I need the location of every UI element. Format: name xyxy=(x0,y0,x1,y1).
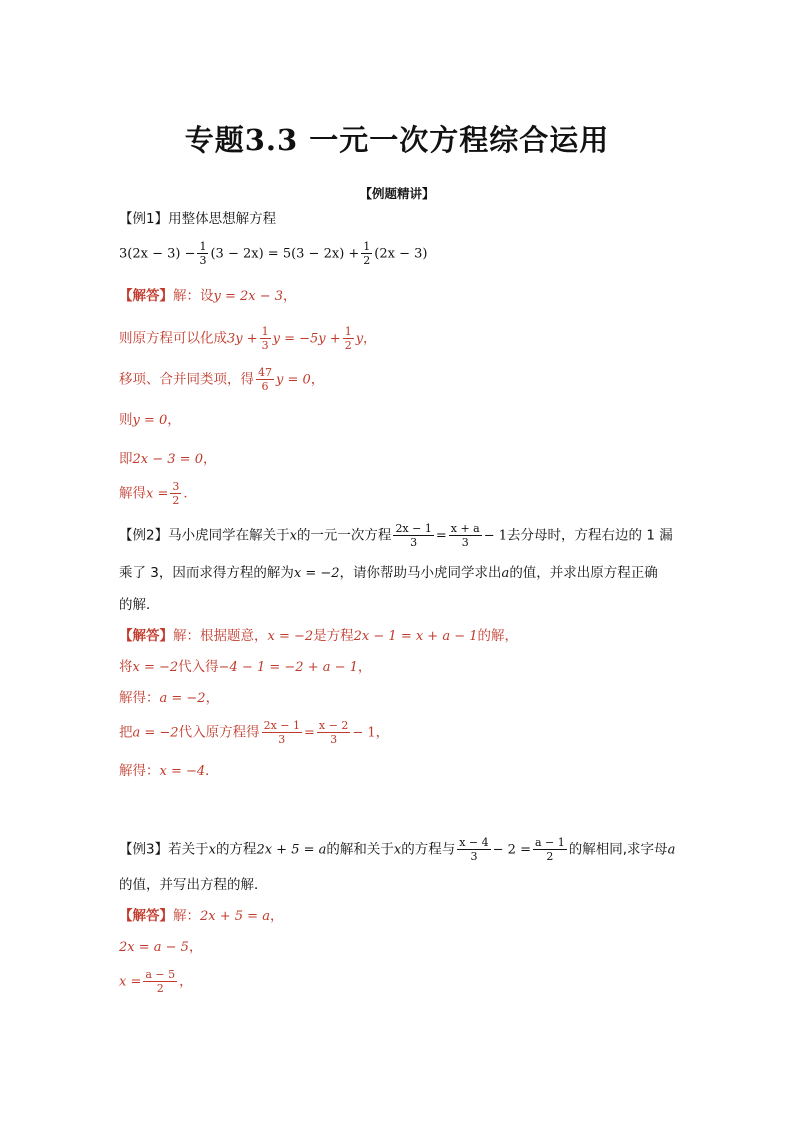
fraction-numerator: a − 5 xyxy=(145,968,176,981)
eq-part: (3 − 2x) = 5(3 − 2x) + xyxy=(210,246,360,262)
example-3-prompt-line-1 xyxy=(119,836,675,863)
answer-punct: ， xyxy=(202,451,217,467)
answer-math: 3y + xyxy=(227,331,258,347)
answer-punct: ， xyxy=(363,330,377,347)
answer-text: 代入原方程得 xyxy=(178,724,260,741)
fraction xyxy=(256,366,274,393)
fraction xyxy=(143,968,177,995)
fraction-denominator: 3 xyxy=(278,733,286,746)
prompt-text: 马小虎同学在解关于 xyxy=(168,527,290,544)
answer-punct: ． xyxy=(205,763,219,779)
fraction-numerator: 1 xyxy=(363,240,371,253)
answer-punct: ， xyxy=(375,724,390,741)
example-2-prompt-line-1 xyxy=(119,522,673,549)
prompt-text: 的方程 xyxy=(215,841,257,858)
example-1-answer-line-1 xyxy=(119,287,297,306)
answer-punct: ， xyxy=(310,371,325,388)
prompt-math: x xyxy=(208,842,216,858)
answer-punct: ， xyxy=(205,690,220,706)
answer-text: 即 xyxy=(119,451,133,467)
answer-tag: 【解答】 xyxy=(119,908,173,924)
fraction-denominator: 2 xyxy=(156,982,164,995)
answer-punct: ， xyxy=(357,659,372,675)
page-title: 专题3.3 一元一次方程综合运用 xyxy=(184,123,610,157)
answer-math: y = 0 xyxy=(276,372,311,388)
answer-text: 解：根据题意， xyxy=(173,628,268,644)
answer-punct: ． xyxy=(183,485,197,502)
answer-math: 2x − 3 = 0 xyxy=(132,452,203,467)
answer-text: 移项、合并同类项，得 xyxy=(119,371,254,388)
answer-math: x = −4 xyxy=(159,764,206,779)
fraction-numerator: x − 2 xyxy=(318,719,349,732)
fraction-denominator: 3 xyxy=(261,339,269,352)
section-heading: 【例题精讲】 xyxy=(359,186,435,201)
answer-math: x = xyxy=(119,974,142,990)
example-3-prompt-line-2: 的值，并写出方程的解． xyxy=(119,877,268,893)
example-2-answer-line-5 xyxy=(119,762,219,781)
prompt-text: 若关于 xyxy=(168,841,209,858)
answer-math: y = −5y + xyxy=(272,331,341,347)
answer-math: = xyxy=(304,725,315,741)
prompt-math: − 1 xyxy=(483,528,508,544)
fraction-numerator: 47 xyxy=(258,366,272,379)
answer-math: − 1 xyxy=(352,725,376,741)
answer-text: 则 xyxy=(119,412,133,428)
answer-math: −4 − 1 = −2 + a − 1 xyxy=(218,660,358,675)
answer-text: 代入得 xyxy=(178,659,219,675)
answer-tag: 【解答】 xyxy=(119,628,173,644)
fraction-denominator: 3 xyxy=(410,536,418,549)
fraction-denominator: 2 xyxy=(363,254,371,267)
prompt-text: 的解和关于 xyxy=(326,841,394,858)
prompt-text: ，请你帮助马小虎同学求出 xyxy=(339,565,502,581)
example-2-prompt-line-2 xyxy=(119,564,658,583)
prompt-math: a xyxy=(501,566,510,581)
example-1-answer-line-4 xyxy=(119,411,181,430)
answer-math: x = xyxy=(146,486,169,502)
fraction xyxy=(361,240,372,267)
fraction-denominator: 3 xyxy=(461,536,469,549)
example-2-answer-line-4 xyxy=(119,719,389,746)
answer-text: 解：设 xyxy=(173,288,214,304)
answer-text: 解得 xyxy=(119,485,146,502)
prompt-math: a xyxy=(667,842,676,858)
answer-punct: ， xyxy=(269,908,284,924)
eq-part: 3(2x − 3) − xyxy=(119,246,196,262)
fraction-numerator: 2x − 1 xyxy=(395,522,432,535)
answer-text: 把 xyxy=(119,724,133,741)
prompt-math: = xyxy=(435,528,447,544)
answer-math: a = −2 xyxy=(159,691,206,706)
answer-math: y = 0 xyxy=(132,413,168,428)
example-1-text: 用整体思想解方程 xyxy=(168,211,277,227)
example-2-answer-line-2 xyxy=(119,658,371,677)
example-1-answer-line-6 xyxy=(119,480,197,507)
example-3-answer-line-2 xyxy=(119,938,202,957)
example-3-answer-line-1 xyxy=(119,907,283,926)
example-1-tag: 【例1】 xyxy=(119,211,169,227)
fraction xyxy=(317,719,350,746)
answer-text: 是方程 xyxy=(313,628,354,644)
prompt-math: x = −2 xyxy=(293,566,340,581)
fraction-denominator: 2 xyxy=(344,339,352,352)
answer-text: 解： xyxy=(173,908,200,924)
fraction-numerator: x − 4 xyxy=(459,836,489,849)
example-1-prompt xyxy=(119,210,276,228)
prompt-text: 去分母时，方程右边的 1 漏 xyxy=(507,527,673,544)
prompt-math: 2x + 5 = a xyxy=(256,842,327,858)
example-2-answer-line-3 xyxy=(119,689,219,708)
fraction-denominator: 6 xyxy=(261,380,269,393)
fraction-denominator: 2 xyxy=(172,494,180,507)
fraction-numerator: x + a xyxy=(450,522,480,535)
answer-math: x = −2 xyxy=(267,629,314,644)
fraction-denominator: 3 xyxy=(470,850,478,863)
example-2-tag: 【例2】 xyxy=(119,527,169,544)
answer-text: 将 xyxy=(119,659,133,675)
answer-punct: ， xyxy=(188,939,203,955)
example-1-answer-line-2 xyxy=(119,325,377,352)
answer-punct: ， xyxy=(167,412,181,428)
example-2-prompt-line-3: 的解． xyxy=(119,597,160,613)
answer-text: 则原方程可以化成 xyxy=(119,330,227,347)
prompt-text: 的方程与 xyxy=(401,841,456,858)
prompt-text: 乘了 3，因而求得方程的解为 xyxy=(119,565,294,581)
example-1-equation xyxy=(119,240,427,267)
fraction xyxy=(449,522,482,549)
example-1-answer-line-3 xyxy=(119,366,324,393)
answer-text: 的解， xyxy=(477,628,519,644)
fraction-numerator: 3 xyxy=(172,480,180,493)
answer-math: a = −2 xyxy=(132,725,179,741)
answer-math: y xyxy=(355,331,364,347)
prompt-text: 的值，并求出原方程正确 xyxy=(509,565,658,581)
answer-tag: 【解答】 xyxy=(119,288,173,304)
answer-math: 2x − 1 = x + a − 1 xyxy=(353,629,478,644)
example-1-answer-line-5 xyxy=(119,450,216,469)
fraction xyxy=(533,836,567,863)
answer-text: 解得： xyxy=(119,690,160,706)
answer-punct: ， xyxy=(179,973,193,990)
prompt-math: x xyxy=(289,528,297,544)
fraction-denominator: 3 xyxy=(199,254,207,267)
fraction-denominator: 2 xyxy=(546,850,554,863)
fraction xyxy=(170,480,181,507)
answer-math: 2x = a − 5 xyxy=(119,940,189,955)
answer-punct: ， xyxy=(283,288,297,304)
fraction-numerator: 1 xyxy=(344,325,352,338)
prompt-text: 的一元一次方程 xyxy=(296,527,392,544)
fraction-numerator: 2x − 1 xyxy=(263,719,300,732)
fraction xyxy=(457,836,490,863)
fraction xyxy=(197,240,208,267)
example-3-answer-line-3 xyxy=(119,968,193,995)
example-3-tag: 【例3】 xyxy=(119,841,169,858)
prompt-math: x xyxy=(393,842,402,858)
prompt-text: 的解相同,求字母 xyxy=(568,841,668,858)
fraction xyxy=(260,325,271,352)
answer-math: x = −2 xyxy=(132,660,179,675)
example-2-answer-line-1 xyxy=(119,627,518,646)
fraction-numerator: a − 1 xyxy=(534,836,565,849)
fraction-denominator: 3 xyxy=(330,733,338,746)
eq-part: (2x − 3) xyxy=(374,246,428,262)
fraction-numerator: 1 xyxy=(261,325,269,338)
fraction xyxy=(262,719,302,746)
fraction xyxy=(393,522,433,549)
fraction xyxy=(343,325,354,352)
prompt-math: − 2 = xyxy=(492,842,531,858)
fraction-numerator: 1 xyxy=(199,240,207,253)
answer-text: 解得： xyxy=(119,763,160,779)
answer-math: y = 2x − 3 xyxy=(213,289,284,304)
answer-math: 2x + 5 = a xyxy=(200,909,270,924)
